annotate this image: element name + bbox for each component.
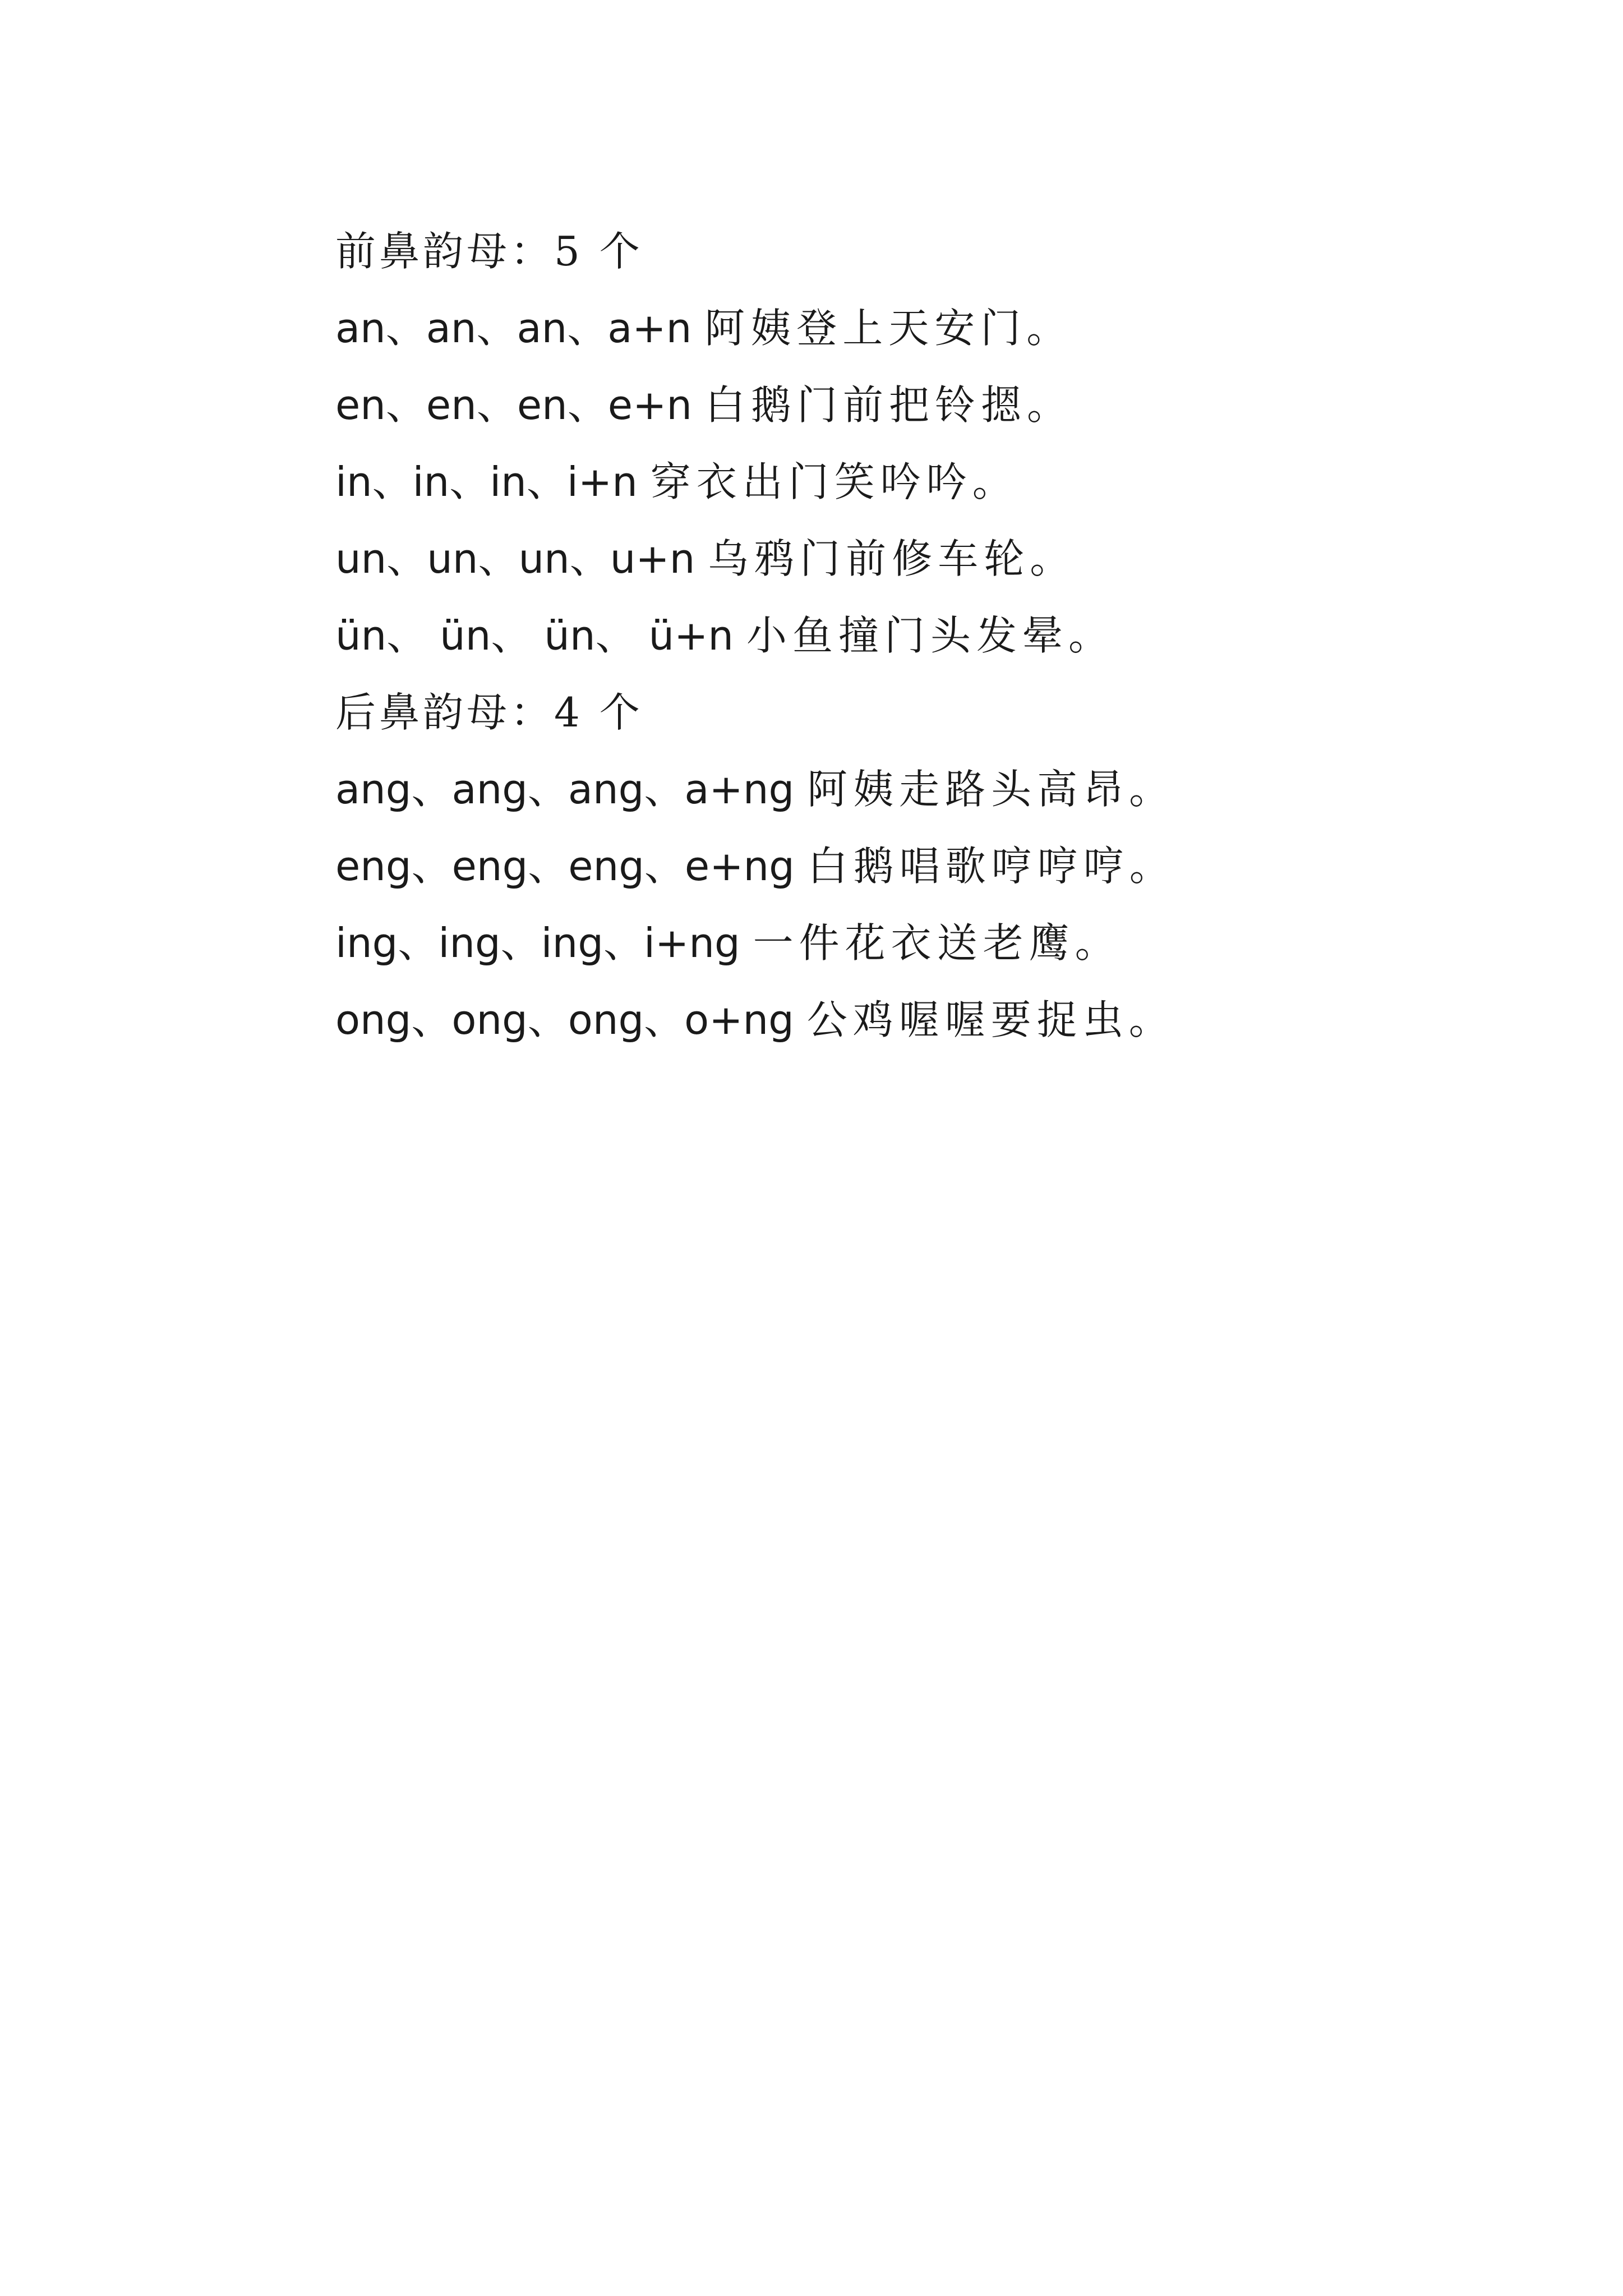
section-heading-front-nasal: 前鼻韵母：5 个 (335, 228, 643, 275)
rhyme-line-ing (335, 905, 1457, 982)
rhyme-line-eng (335, 828, 1457, 905)
pinyin-vn: ün、 ün、 ün、 ü+n (335, 612, 734, 659)
pinyin-en: en、en、en、e+n (335, 381, 693, 429)
rhyme-line-un (335, 521, 1457, 597)
rhyme-text-vn: 小鱼撞门头发晕。 (746, 612, 1114, 659)
rhyme-line-in (335, 444, 1457, 521)
rhyme-line-ang (335, 751, 1457, 828)
pinyin-ing: ing、ing、ing、i+ng (335, 919, 740, 967)
rhyme-text-ang: 阿姨走路头高昂。 (807, 766, 1175, 813)
rhyme-line-vn (335, 597, 1457, 674)
pinyin-in: in、in、in、i+n (335, 458, 638, 505)
pinyin-an: an、an、an、a+n (335, 305, 692, 352)
rhyme-line-en (335, 367, 1457, 444)
rhyme-text-ing: 一件花衣送老鹰。 (753, 919, 1121, 967)
rhyme-text-in: 穿衣出门笑吟吟。 (650, 458, 1018, 505)
pinyin-ang: ang、ang、ang、a+ng (335, 766, 795, 813)
pinyin-eng: eng、eng、eng、e+ng (335, 843, 795, 890)
rhyme-text-ong: 公鸡喔喔要捉虫。 (806, 996, 1175, 1043)
section-heading-back-nasal: 后鼻韵母：4 个 (335, 689, 643, 736)
rhyme-line-an (335, 290, 1457, 367)
rhyme-text-eng: 白鹅唱歌哼哼哼。 (807, 843, 1175, 890)
pinyin-ong: ong、ong、ong、o+ng (335, 996, 794, 1043)
rhyme-text-an: 阿姨登上天安门。 (704, 305, 1073, 352)
pinyin-un: un、un、un、u+n (335, 535, 695, 582)
document-body (335, 213, 1457, 1059)
rhyme-text-un: 乌鸦门前修车轮。 (708, 535, 1076, 582)
rhyme-text-en: 白鹅门前把铃摁。 (704, 381, 1073, 429)
rhyme-line-ong (335, 982, 1457, 1059)
